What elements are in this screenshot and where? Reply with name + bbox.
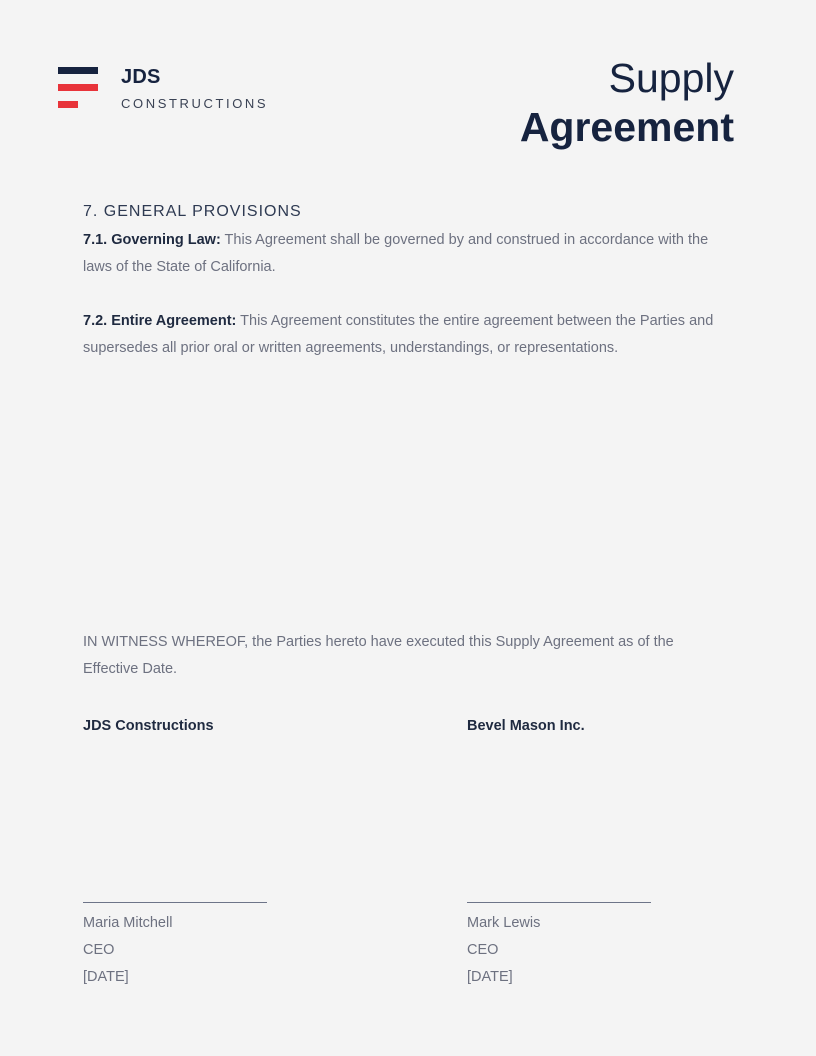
clause-entire-agreement bbox=[83, 308, 733, 362]
signature-line bbox=[83, 902, 267, 903]
signatory-details bbox=[83, 910, 172, 991]
signatory-title: CEO bbox=[83, 942, 115, 958]
clause-governing-law bbox=[83, 227, 733, 281]
clause-label: 7.2. Entire Agreement: bbox=[83, 313, 237, 329]
logo-bar-navy bbox=[58, 67, 98, 74]
signatory-details bbox=[467, 910, 540, 991]
signature-block-bevel-mason bbox=[467, 716, 727, 985]
party-name: Bevel Mason Inc. bbox=[467, 718, 585, 734]
document-title bbox=[520, 54, 734, 152]
logo-bar-red-short bbox=[58, 101, 78, 108]
company-logo-icon bbox=[58, 67, 98, 109]
clause-text: This Agreement constitutes the entire agreement between the Parties and supersedes all prior oral or written agreements, understandings, or representations. bbox=[83, 313, 714, 356]
signatory-name: Maria Mitchell bbox=[83, 915, 173, 931]
signatory-date: [DATE] bbox=[83, 969, 129, 985]
signatory-title: CEO bbox=[467, 942, 499, 958]
signature-line bbox=[467, 902, 651, 903]
signatory-name: Mark Lewis bbox=[467, 915, 541, 931]
clause-label: 7.1. Governing Law: bbox=[83, 232, 221, 248]
section-general-provisions bbox=[83, 203, 733, 362]
brand-subtitle: CONSTRUCTIONS bbox=[121, 96, 269, 111]
brand-name: JDS bbox=[121, 66, 161, 88]
witness-statement: IN WITNESS WHEREOF, the Parties hereto have executed this Supply Agreement as of the Effective Date. bbox=[83, 634, 674, 677]
logo-bar-red bbox=[58, 84, 98, 91]
section-heading: 7. GENERAL PROVISIONS bbox=[83, 203, 302, 220]
document-title-line1: Supply bbox=[608, 55, 734, 101]
clause-text: This Agreement shall be governed by and construed in accordance with the laws of the State of California. bbox=[83, 232, 709, 275]
document-title-line2: Agreement bbox=[519, 104, 734, 150]
signature-block-jds bbox=[83, 716, 343, 985]
party-name: JDS Constructions bbox=[83, 718, 214, 734]
signatory-date: [DATE] bbox=[467, 969, 513, 985]
